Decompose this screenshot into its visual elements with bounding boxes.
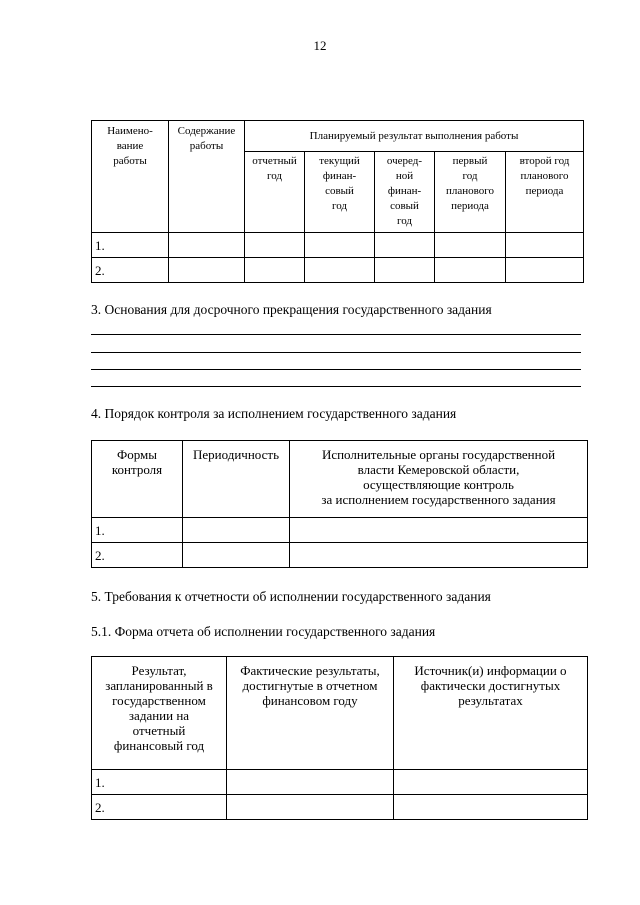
header-planned-result: Результат, запланированный в государственном задании на отчетный финансовый год (92, 657, 227, 770)
table-cell (290, 543, 588, 568)
blank-line (91, 386, 581, 387)
table-cell (435, 233, 506, 258)
row-number: 1. (92, 518, 183, 543)
table-cell (375, 233, 435, 258)
header-info-sources: Источник(и) информации о фактически достигнутых результатах (394, 657, 588, 770)
table-cell (394, 770, 588, 795)
table-cell (245, 233, 305, 258)
row-number: 1. (92, 770, 227, 795)
table-cell (183, 543, 290, 568)
table-row (92, 518, 588, 543)
blank-line (91, 369, 581, 370)
table-cell (227, 795, 394, 820)
blank-line (91, 334, 581, 335)
table-cell (305, 258, 375, 283)
table-cell (245, 258, 305, 283)
table-cell (506, 258, 584, 283)
table-cell (169, 258, 245, 283)
header-control-bodies: Исполнительные органы государственной власти Кемеровской области, осуществляющие контроль за исполнением государственного задания (290, 441, 588, 518)
blank-line (91, 352, 581, 353)
page-number: 12 (313, 38, 327, 53)
row-number: 2. (92, 795, 227, 820)
header-second-plan-year: второй год планового периода (506, 152, 584, 233)
header-current-year: текущий финан- совый год (305, 152, 375, 233)
table-cell (435, 258, 506, 283)
table-row (92, 770, 588, 795)
table-cell (183, 518, 290, 543)
table-row (92, 258, 584, 283)
table-cell (506, 233, 584, 258)
header-report-year: отчетный год (245, 152, 305, 233)
header-control-forms: Формы контроля (92, 441, 183, 518)
report-form-table (91, 656, 588, 820)
row-number: 2. (92, 543, 183, 568)
table-row (92, 543, 588, 568)
section-5-heading: 5. Требования к отчетности об исполнении государственного задания (91, 589, 491, 604)
section-5-1-heading: 5.1. Форма отчета об исполнении государственного задания (91, 624, 436, 639)
header-periodicity: Периодичность (183, 441, 290, 518)
table-row (92, 795, 588, 820)
header-first-plan-year: первый год планового периода (435, 152, 506, 233)
header-work-content: Содержание работы (169, 121, 245, 233)
table-cell (227, 770, 394, 795)
work-results-table (91, 120, 584, 283)
control-table (91, 440, 588, 568)
header-actual-results: Фактические результаты, достигнутые в отчетном финансовом году (227, 657, 394, 770)
row-number: 2. (92, 258, 169, 283)
header-planned-result: Планируемый результат выполнения работы (245, 121, 584, 152)
row-number: 1. (92, 233, 169, 258)
table-cell (305, 233, 375, 258)
section-3-heading: 3. Основания для досрочного прекращения государственного задания (91, 302, 492, 317)
table-cell (375, 258, 435, 283)
table-cell (290, 518, 588, 543)
table-row (92, 233, 584, 258)
table-cell (169, 233, 245, 258)
section-4-heading: 4. Порядок контроля за исполнением государственного задания (91, 406, 457, 421)
header-next-year: очеред- ной финан- совый год (375, 152, 435, 233)
header-work-name: Наимено- вание работы (92, 121, 169, 233)
table-cell (394, 795, 588, 820)
